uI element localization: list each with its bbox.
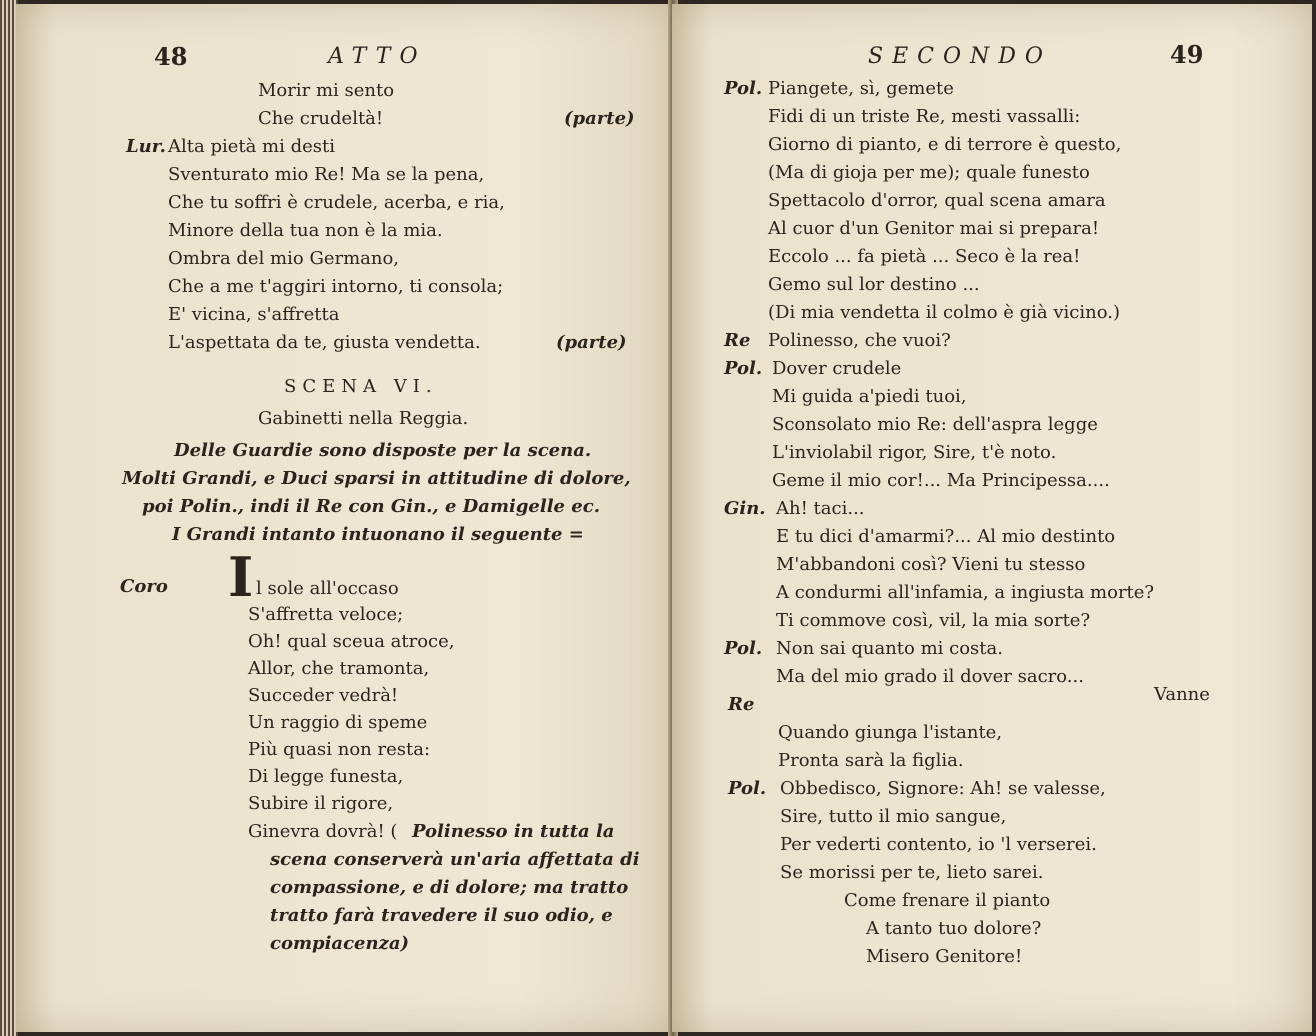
verse-line: Piangete, sì, gemete: [768, 78, 954, 99]
verse-line: Sventurato mio Re! Ma se la pena,: [168, 164, 485, 185]
chorus-line: Oh! qual sceua atroce,: [248, 631, 455, 652]
verse-line: L'aspettata da te, giusta vendetta.: [168, 332, 481, 353]
verse-line: (Ma di gioja per me); quale funesto: [768, 162, 1090, 183]
running-head: SECONDO: [868, 44, 1052, 69]
stage-aside: (parte): [564, 108, 635, 129]
page-number: 49: [1170, 40, 1204, 69]
verse-line: Giorno di pianto, e di terrore è questo,: [768, 134, 1122, 155]
chorus-line: Allor, che tramonta,: [248, 658, 430, 679]
running-head: ATTO: [328, 44, 427, 69]
verse-line: Fidi di un triste Re, mesti vassalli:: [768, 106, 1081, 127]
verse-line: M'abbandoni così? Vieni tu stesso: [776, 554, 1086, 575]
verse-line: Ti commove così, vil, la mia sorte?: [776, 610, 1091, 631]
chorus-line: l sole all'occaso: [256, 578, 399, 599]
speaker-label: Lur.: [126, 136, 166, 157]
page-number: 48: [154, 42, 188, 71]
verse-line: Che crudeltà!: [258, 108, 384, 129]
stage-direction: I Grandi intanto intuonano il seguente =: [172, 524, 584, 545]
verse-line: Non sai quanto mi costa.: [776, 638, 1003, 659]
chorus-line: Ginevra dovrà! (: [248, 821, 398, 842]
verse-line: Ah! taci...: [776, 498, 865, 519]
verse-line: Pronta sarà la figlia.: [778, 750, 964, 771]
verse-line: Come frenare il pianto: [844, 890, 1051, 911]
speaker-label: Re: [724, 330, 751, 351]
scene-setting: Gabinetti nella Reggia.: [258, 408, 469, 429]
chorus-line: Subire il rigore,: [248, 793, 394, 814]
verse-line: Alta pietà mi desti: [168, 136, 336, 157]
verse-line: Mi guida a'piedi tuoi,: [772, 386, 967, 407]
stage-direction: Polinesso in tutta la: [412, 821, 615, 842]
verse-line: (Di mia vendetta il colmo è già vicino.): [768, 302, 1120, 323]
stage-direction: tratto farà travedere il suo odio, e: [270, 905, 613, 926]
chorus-line: Di legge funesta,: [248, 766, 404, 787]
verse-line: Dover crudele: [772, 358, 902, 379]
speaker-label: Pol.: [724, 78, 763, 99]
left-page: [16, 4, 672, 1032]
verse-line: Sire, tutto il mio sangue,: [780, 806, 1007, 827]
verse-line: Spettacolo d'orror, qual scena amara: [768, 190, 1106, 211]
verse-line: Per vederti contento, io 'l verserei.: [780, 834, 1097, 855]
stage-aside: (parte): [556, 332, 627, 353]
chorus-line: Più quasi non resta:: [248, 739, 431, 760]
chorus-line: Un raggio di speme: [248, 712, 428, 733]
verse-line: Vanne: [1154, 684, 1210, 705]
verse-line: L'inviolabil rigor, Sire, t'è noto.: [772, 442, 1057, 463]
verse-line: Ombra del mio Germano,: [168, 248, 400, 269]
stage-direction: compassione, e di dolore; ma tratto: [270, 877, 629, 898]
verse-line: Misero Genitore!: [866, 946, 1023, 967]
verse-line: Sconsolato mio Re: dell'aspra legge: [772, 414, 1098, 435]
verse-line: Al cuor d'un Genitor mai si prepara!: [768, 218, 1100, 239]
speaker-label: Re: [728, 694, 755, 715]
verse-line: Minore della tua non è la mia.: [168, 220, 443, 241]
right-page: [672, 4, 1312, 1032]
verse-line: Gemo sul lor destino ...: [768, 274, 980, 295]
verse-line: Obbedisco, Signore: Ah! se valesse,: [780, 778, 1106, 799]
verse-line: Geme il mio cor!... Ma Principessa....: [772, 470, 1110, 491]
verse-line: A condurmi all'infamia, a ingiusta morte?: [776, 582, 1155, 603]
stage-direction: Molti Grandi, e Duci sparsi in attitudine di dolore,: [122, 468, 631, 489]
drop-capital: I: [228, 545, 254, 609]
scene-title: SCENA VI.: [284, 376, 438, 397]
verse-line: Polinesso, che vuoi?: [768, 330, 951, 351]
chorus-line: S'affretta veloce;: [248, 604, 404, 625]
verse-line: A tanto tuo dolore?: [866, 918, 1042, 939]
speaker-label: Pol.: [724, 638, 763, 659]
verse-line: Che tu soffri è crudele, acerba, e ria,: [168, 192, 505, 213]
verse-line: E' vicina, s'affretta: [168, 304, 340, 325]
speaker-label: Pol.: [728, 778, 767, 799]
speaker-label: Gin.: [724, 498, 766, 519]
verse-line: E tu dici d'amarmi?... Al mio destinto: [776, 526, 1116, 547]
chorus-line: Succeder vedrà!: [248, 685, 399, 706]
stage-direction: compiacenza): [270, 933, 409, 954]
verse-line: Ma del mio grado il dover sacro...: [776, 666, 1084, 687]
verse-line: Che a me t'aggiri intorno, ti consola;: [168, 276, 504, 297]
stage-direction: scena conserverà un'aria affettata di: [270, 849, 640, 870]
verse-line: Se morissi per te, lieto sarei.: [780, 862, 1044, 883]
verse-line: Morir mi sento: [258, 80, 395, 101]
stage-direction: poi Polin., indi il Re con Gin., e Damigelle ec.: [142, 496, 600, 517]
stage-direction: Delle Guardie sono disposte per la scena.: [174, 440, 592, 461]
speaker-label: Pol.: [724, 358, 763, 379]
speaker-label: Coro: [120, 576, 168, 597]
verse-line: Quando giunga l'istante,: [778, 722, 1003, 743]
verse-line: Eccolo ... fa pietà ... Seco è la rea!: [768, 246, 1081, 267]
